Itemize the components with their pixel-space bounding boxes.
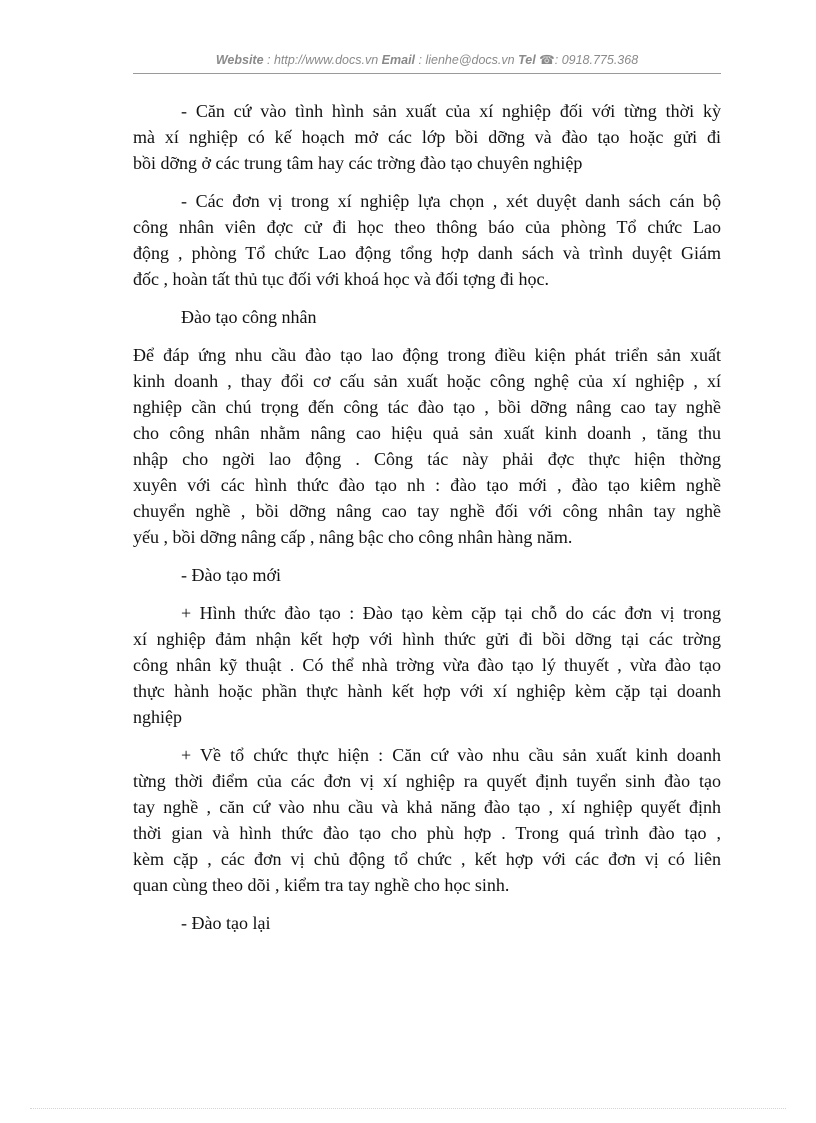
- paragraph-3: [133, 342, 721, 550]
- text-line: thực hành hoặc phần thực hành kết hợp với xí nghiệp kèm cặp tại doanh: [133, 681, 721, 701]
- paragraph-4: [133, 600, 721, 730]
- text-line: thời gian và hình thức đào tạo cho phù hợp . Trong quá trình đào tạo ,: [133, 823, 721, 843]
- tel-label: Tel: [518, 53, 536, 67]
- footer-rule: [30, 1108, 786, 1109]
- email-label: Email: [381, 53, 416, 67]
- paragraph-5: [133, 742, 721, 898]
- text-line: - Căn cứ vào tình hình sản xuất của xí nghiệp đối với từng thời kỳ: [181, 101, 721, 121]
- email-value: : lienhe@docs.vn: [418, 53, 515, 67]
- text-line: công nhân kỹ thuật . Có thể nhà trờng vừa đào tạo lý thuyết , vừa đào tạo: [133, 655, 721, 675]
- document-body: [133, 98, 721, 948]
- header-rule: [133, 73, 721, 74]
- text-line: kèm cặp , các đơn vị chủ động tổ chức , kết hợp với các đơn vị có liên: [133, 849, 721, 869]
- text-line: cho công nhân nhằm nâng cao hiệu quả sản xuất kinh doanh , tăng thu: [133, 423, 721, 443]
- phone-icon: ☎: [539, 53, 555, 67]
- section-heading-dao-tao-lai: - Đào tạo lại: [181, 913, 271, 933]
- section-heading-dao-tao-cong-nhan: Đào tạo công nhân: [181, 307, 317, 327]
- text-line: động , phòng Tổ chức Lao động tổng hợp danh sách và trình duyệt Giám: [133, 243, 721, 263]
- text-line: Để đáp ứng nhu cầu đào tạo lao động trong điều kiện phát triển sản xuất: [133, 345, 721, 365]
- text-line: yếu , bồi dỡng nâng cấp , nâng bậc cho công nhân hàng năm.: [133, 527, 573, 547]
- text-line: chuyển nghề , bồi dỡng nâng cao tay nghề đối với công nhân tay nghề: [133, 501, 721, 521]
- text-line: nhập cho ngời lao động . Công tác này phải đợc thực hiện thờng: [133, 449, 721, 469]
- text-line: xuyên với các hình thức đào tạo nh : đào tạo mới , đào tạo kiêm nghề: [133, 475, 721, 495]
- text-line: quan cùng theo dõi , kiểm tra tay nghề cho học sinh.: [133, 875, 510, 895]
- page-header: [133, 52, 721, 70]
- website-value: : http://www.docs.vn: [267, 53, 379, 67]
- text-line: từng thời điểm của các đơn vị xí nghiệp ra quyết định tuyển sinh đào tạo: [133, 771, 721, 791]
- text-line: đốc , hoàn tất thủ tục đối với khoá học và đối tợng đi học.: [133, 269, 549, 289]
- tel-value: : 0918.775.368: [554, 53, 639, 67]
- text-line: bồi dỡng ở các trung tâm hay các trờng đào tạo chuyên nghiệp: [133, 153, 583, 173]
- text-line: công nhân viên đợc cử đi học theo thông báo của phòng Tổ chức Lao: [133, 217, 721, 237]
- text-line: nghiệp: [133, 707, 182, 727]
- text-line: kinh doanh , thay đổi cơ cấu sản xuất hoặc công nghệ của xí nghiệp , xí: [133, 371, 721, 391]
- text-line: mà xí nghiệp có kế hoạch mở các lớp bồi dỡng và đào tạo hoặc gửi đi: [133, 127, 721, 147]
- text-line: + Về tổ chức thực hiện : Căn cứ vào nhu cầu sản xuất kinh doanh: [181, 745, 721, 765]
- text-line: - Các đơn vị trong xí nghiệp lựa chọn , xét duyệt danh sách cán bộ: [181, 191, 721, 211]
- paragraph-2: [133, 188, 721, 292]
- text-line: xí nghiệp đảm nhận kết hợp với hình thức gửi đi bồi dỡng tại các trờng: [133, 629, 721, 649]
- section-heading-dao-tao-moi: - Đào tạo mới: [181, 565, 281, 585]
- text-line: + Hình thức đào tạo : Đào tạo kèm cặp tại chỗ do các đơn vị trong: [181, 603, 721, 623]
- website-label: Website: [215, 53, 264, 67]
- text-line: nghiệp cần chú trọng đến công tác đào tạo , bồi dỡng nâng cao tay nghề: [133, 397, 721, 417]
- text-line: tay nghề , căn cứ vào nhu cầu và khả năng đào tạo , xí nghiệp quyết định: [133, 797, 721, 817]
- paragraph-1: [133, 98, 721, 176]
